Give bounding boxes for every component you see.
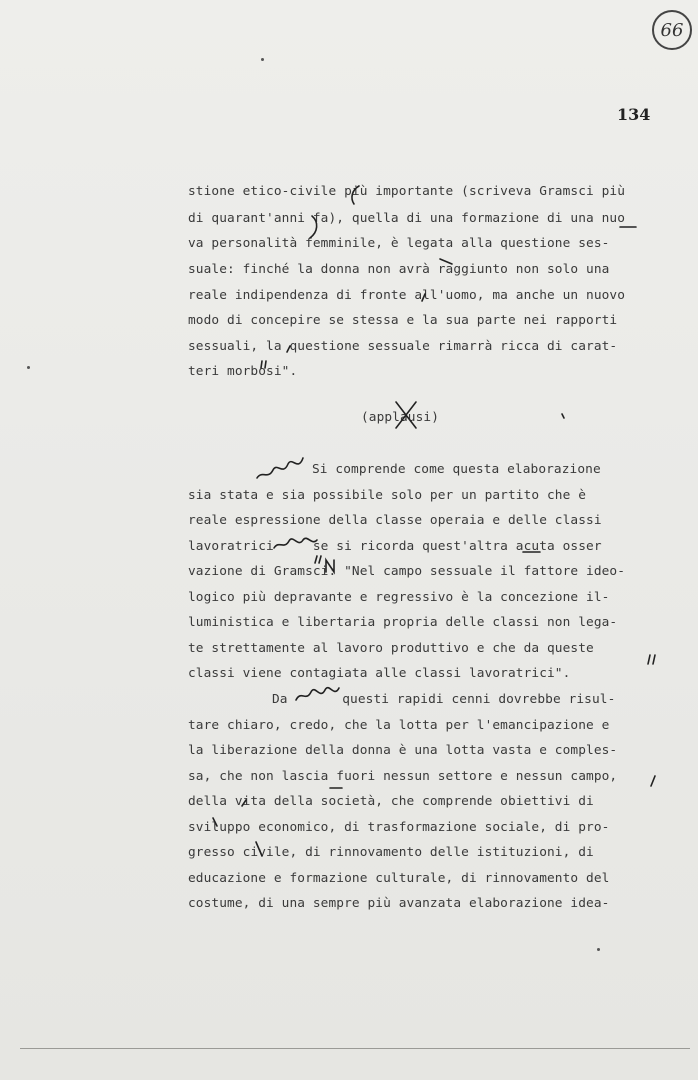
archive-page-stamp	[652, 10, 692, 50]
paper-speck	[27, 366, 30, 369]
archive-number: 66	[660, 19, 684, 41]
paper-speck	[597, 948, 600, 951]
text-line: sessuali, la questione sessuale rimarrà ricca di carat-	[188, 339, 618, 354]
quote-mark	[648, 655, 655, 664]
text-line: la liberazione della donna è una lotta vasta e comples-	[188, 743, 618, 758]
text-line: te strettamente al lavoro produttivo e che da queste	[188, 641, 594, 656]
text-line: tare chiaro, credo, che la lotta per l'emancipazione e	[188, 718, 610, 733]
text-line: gresso civile, di rinnovamento delle istituzioni, di	[188, 845, 594, 860]
text-line: Si comprende come questa elaborazione	[312, 462, 601, 477]
text-line: lavoratrici se si ricorda quest'altra acuta osser	[188, 539, 602, 554]
text-line: logico più depravante e regressivo è la concezione il-	[188, 590, 610, 605]
text-line: vazione di Gramsci: "Nel campo sessuale il fattore ideo-	[188, 564, 626, 579]
text-line: stione etico-civile più importante (scriveva Gramsci più	[188, 184, 626, 199]
text-line: educazione e formazione culturale, di rinnovamento del	[188, 871, 610, 886]
text-line: costume, di una sempre più avanzata elaborazione idea-	[188, 896, 610, 911]
text-line: di quarant'anni fa), quella di una formazione di una nuo	[188, 211, 626, 226]
text-line: teri morbosi".	[188, 364, 298, 379]
ink-mark	[562, 414, 564, 418]
text-line: Da questi rapidi cenni dovrebbe risul-	[272, 692, 616, 707]
text-line: della vita della società, che comprende obiettivi di	[188, 794, 594, 809]
scribble-mark	[257, 458, 303, 478]
text-line: va personalità femminile, è legata alla questione ses-	[188, 236, 610, 251]
text-line: luministica e libertaria propria delle classi non lega-	[188, 615, 618, 630]
text-line: modo di concepire se stessa e la sua parte nei rapporti	[188, 313, 618, 328]
text-line: sa, che non lascia fuori nessun settore e nessun campo,	[188, 769, 618, 784]
applause-note: (applausi)	[360, 410, 440, 425]
text-line: sia stata e sia possibile solo per un partito che è	[188, 488, 587, 503]
text-line: classi viene contagiata alle classi lavoratrici".	[188, 666, 571, 681]
text-line: sviluppo economico, di trasformazione sociale, di pro-	[188, 820, 610, 835]
paper-speck	[261, 58, 264, 61]
comma-mark	[651, 776, 655, 786]
text-line: suale: finché la donna non avrà raggiunto non solo una	[188, 262, 610, 277]
quote-mark	[315, 556, 321, 563]
page-edge-line	[20, 1048, 690, 1049]
text-line: reale indipendenza di fronte all'uomo, ma anche un nuovo	[188, 288, 626, 303]
page-number: 134	[617, 105, 651, 124]
text-line: reale espressione della classe operaia e delle classi	[188, 513, 602, 528]
